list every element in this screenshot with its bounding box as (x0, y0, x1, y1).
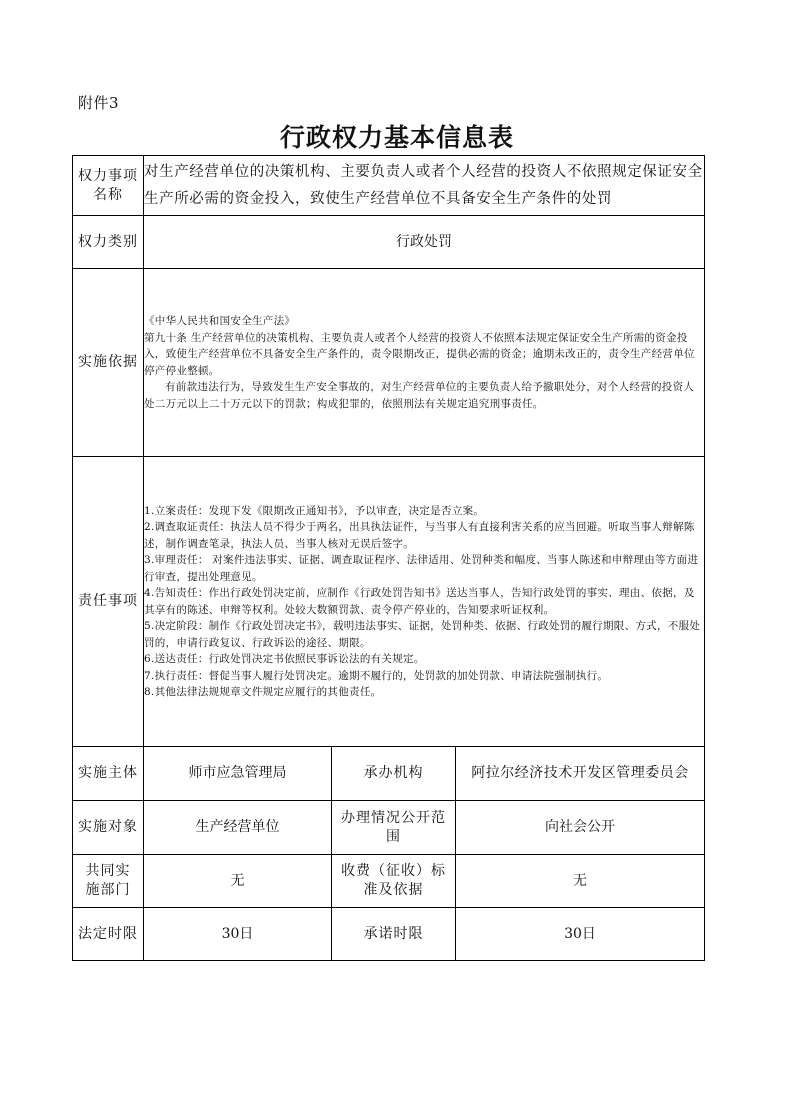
responsibility-item: 7.执行责任：督促当事人履行处罚决定。逾期不履行的，处罚款的加处罚款、申请法院强制执行。 (144, 669, 609, 682)
page-title: 行政权力基本信息表 (279, 123, 514, 152)
responsibility-label: 责任事项 (73, 457, 144, 747)
handling-agency-value: 阿拉尔经济技术开发区管理委员会 (456, 747, 705, 801)
basis-content (144, 269, 705, 457)
basis-law-title: 《中华人民共和国安全生产法》 (144, 315, 296, 327)
row-subject (73, 747, 705, 801)
responsibility-item: 6.送达责任：行政处罚决定书依照民事诉讼法的有关规定。 (144, 653, 425, 665)
target-label: 实施对象 (73, 801, 144, 855)
responsibility-content (144, 457, 705, 747)
power-name-value: 对生产经营单位的决策机构、主要负责人或者个人经营的投资人不依照规定保证安全生产所必需的资金投入，致使生产经营单位不具备安全生产条件的处罚 (144, 156, 705, 216)
attachment-label: 附件3 (78, 94, 120, 112)
legal-time-limit-value: 30日 (144, 908, 332, 961)
fee-standard-value: 无 (456, 855, 705, 908)
handling-agency-label: 承办机构 (332, 747, 456, 801)
row-power-name (73, 156, 705, 216)
info-table (72, 155, 705, 961)
responsibility-item: 4.告知责任：作出行政处罚决定前，应制作《行政处罚告知书》送达当事人，告知行政处罚的事实、理由、依据，及其享有的陈述、申辩等权利。处较大数额罚款、责令停产停业的，告知要求听证权利。 (144, 587, 695, 616)
responsibility-item: 8.其他法律法规规章文件规定应履行的其他责任。 (144, 686, 382, 698)
subject-value: 师市应急管理局 (144, 747, 332, 801)
row-target (73, 801, 705, 855)
disclosure-scope-value: 向社会公开 (456, 801, 705, 855)
basis-label: 实施依据 (73, 269, 144, 457)
disclosure-scope-label: 办理情况公开范围 (332, 801, 456, 855)
joint-department-value: 无 (144, 855, 332, 908)
row-power-type (73, 216, 705, 269)
joint-department-label: 共同实施部门 (73, 855, 144, 908)
power-name-label: 权力事项名称 (73, 156, 144, 216)
row-time (73, 908, 705, 961)
row-basis (73, 269, 705, 457)
basis-article: 第九十条 生产经营单位的决策机构、主要负责人或者个人经营的投资人不依照本法规定保证安全生产所需的资金投入，致使生产经营单位不具备安全生产条件的，责令限期改正，提供必需的资金；逾期未改正的，责令生产经营单位停产停业整顿。 (144, 331, 695, 377)
legal-time-limit-label: 法定时限 (73, 908, 144, 961)
responsibility-item: 1.立案责任：发现下发《限期改正通知书》，予以审查，决定是否立案。 (144, 504, 485, 517)
responsibility-item: 5.决定阶段：制作《行政处罚决定书》，载明违法事实、证据，处罚种类、依据、行政处罚的履行期限、方式，不服处罚的，申请行政复议、行政诉讼的途径、期限。 (144, 620, 701, 649)
responsibility-item: 3.审理责任： 对案件违法事实、证据、调查取证程序、法律适用、处罚种类和幅度、当事人陈述和申辩理由等方面进行审查，提出处理意见。 (144, 554, 699, 583)
row-joint (73, 855, 705, 908)
fee-standard-label: 收费（征收）标准及依据 (332, 855, 456, 908)
target-value: 生产经营单位 (144, 801, 332, 855)
power-type-label: 权力类别 (73, 216, 144, 269)
subject-label: 实施主体 (73, 747, 144, 801)
responsibility-item: 2.调查取证责任：执法人员不得少于两名，出具执法证件，与当事人有直接利害关系的应当回避。听取当事人辩解陈述，制作调查笔录，执法人员、当事人核对无误后签字。 (144, 521, 695, 550)
basis-article-paragraph: 有前款违法行为，导致发生生产安全事故的，对生产经营单位的主要负责人给予撤职处分，对个人经营的投资人处二万元以上二十万元以下的罚款；构成犯罪的，依照刑法有关规定追究刑事责任。 (144, 381, 695, 410)
row-responsibility (73, 457, 705, 747)
promised-time-limit-label: 承诺时限 (332, 908, 456, 961)
power-type-value: 行政处罚 (144, 216, 705, 269)
promised-time-limit-value: 30日 (456, 908, 705, 961)
